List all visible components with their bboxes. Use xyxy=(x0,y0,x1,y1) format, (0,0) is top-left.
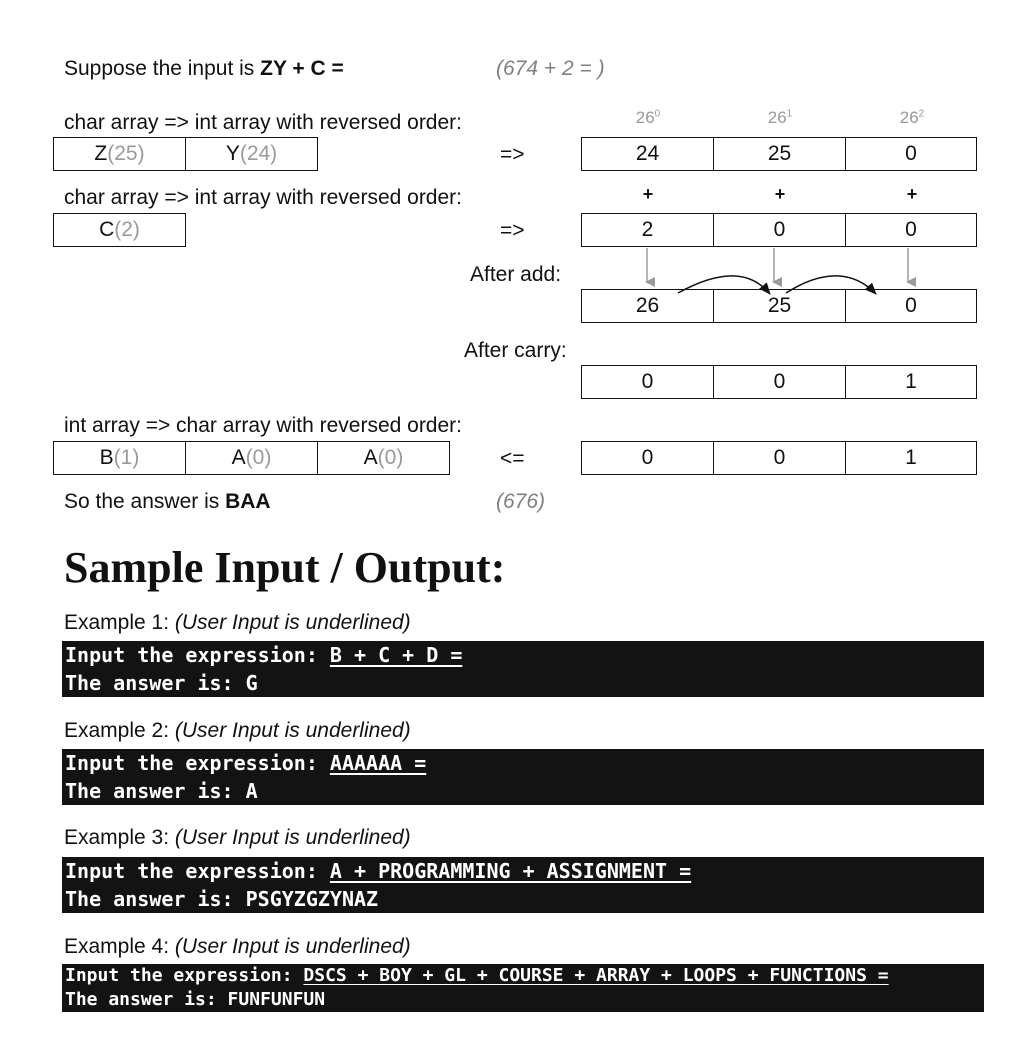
user-input: B + C + D = xyxy=(329,643,463,667)
terminal-prompt-line: Input the expression: A + PROGRAMMING + ASSIGNMENT = xyxy=(65,859,692,883)
after-add-cell: 25 xyxy=(713,289,846,323)
plus-sign: + xyxy=(906,184,918,204)
after-carry-cell: 0 xyxy=(713,365,846,399)
answer-note: (676) xyxy=(496,490,546,513)
after-add-cell: 26 xyxy=(581,289,714,323)
row3-int-cell: 0 xyxy=(581,441,714,475)
example-label: Example 2: (User Input is underlined) xyxy=(64,719,411,742)
user-input: AAAAAA = xyxy=(329,751,427,775)
row1-int-cell: 0 xyxy=(845,137,977,171)
power-label-2: $26^2$ xyxy=(899,108,925,127)
user-input: DSCS + BOY + GL + COURSE + ARRAY + LOOPS + FUNCTIONS = xyxy=(303,965,889,986)
plus-sign: + xyxy=(774,184,786,204)
after-carry-cell: 1 xyxy=(845,365,977,399)
terminal-block xyxy=(62,641,984,697)
carry-arrow xyxy=(786,276,876,294)
row3-char-cell: B(1) xyxy=(53,441,186,475)
intro-prefix: Suppose the input is xyxy=(64,57,261,80)
after-add-cell: 0 xyxy=(845,289,977,323)
row2-int-cell: 0 xyxy=(845,213,977,247)
terminal-prompt-line: Input the expression: AAAAAA = xyxy=(65,751,427,775)
row2-int-cell: 2 xyxy=(581,213,714,247)
answer-value: BAA xyxy=(225,490,271,513)
intro-expression: ZY + C = xyxy=(260,57,344,80)
terminal-prompt-line: Input the expression: DSCS + BOY + GL + COURSE + ARRAY + LOOPS + FUNCTIONS = xyxy=(65,965,889,986)
terminal-result-line: The answer is: PSGYZGZYNAZ xyxy=(65,887,379,911)
example-label: Example 3: (User Input is underlined) xyxy=(64,826,411,849)
row2-label: char array => int array with reversed order: xyxy=(64,186,462,209)
after-carry-cell: 0 xyxy=(581,365,714,399)
row1-arrow: => xyxy=(500,143,525,166)
row1-int-cell: 25 xyxy=(713,137,846,171)
row2-arrow: => xyxy=(500,219,525,242)
answer-line xyxy=(64,489,271,515)
terminal-block xyxy=(62,964,984,1012)
row1-char-cell: Y(24) xyxy=(185,137,318,171)
section-title: Sample Input / Output: xyxy=(64,543,506,592)
arrows-overlay xyxy=(0,0,1024,330)
terminal-block xyxy=(62,857,984,913)
terminal-block xyxy=(62,749,984,805)
example-label: Example 4: (User Input is underlined) xyxy=(64,935,411,958)
row3-int-cell: 1 xyxy=(845,441,977,475)
row3-char-cell: A(0) xyxy=(317,441,450,475)
terminal-result-line: The answer is: A xyxy=(65,779,258,803)
example-label: Example 1: (User Input is underlined) xyxy=(64,611,411,634)
row3-label: int array => char array with reversed order: xyxy=(64,414,462,437)
plus-sign: + xyxy=(642,184,654,204)
row2-int-cell: 0 xyxy=(713,213,846,247)
row3-char-cell: A(0) xyxy=(185,441,318,475)
row1-char-cell: Z(25) xyxy=(53,137,186,171)
carry-arrow xyxy=(678,276,770,294)
terminal-result-line: The answer is: G xyxy=(65,671,258,695)
after-carry-label: After carry: xyxy=(464,339,567,362)
power-label-1: $26^1$ xyxy=(767,108,793,127)
user-input: A + PROGRAMMING + ASSIGNMENT = xyxy=(329,859,692,883)
row3-arrow: <= xyxy=(500,447,525,470)
power-label-0: $26^0$ xyxy=(635,108,661,127)
terminal-result-line: The answer is: FUNFUNFUN xyxy=(65,989,326,1010)
intro-note: (674 + 2 = ) xyxy=(496,57,605,80)
answer-prefix: So the answer is xyxy=(64,490,226,513)
terminal-prompt-line: Input the expression: B + C + D = xyxy=(65,643,463,667)
row2-char-cell: C(2) xyxy=(53,213,186,247)
after-add-label: After add: xyxy=(470,263,562,286)
row1-int-cell: 24 xyxy=(581,137,714,171)
row3-int-cell: 0 xyxy=(713,441,846,475)
row1-label: char array => int array with reversed order: xyxy=(64,111,462,134)
